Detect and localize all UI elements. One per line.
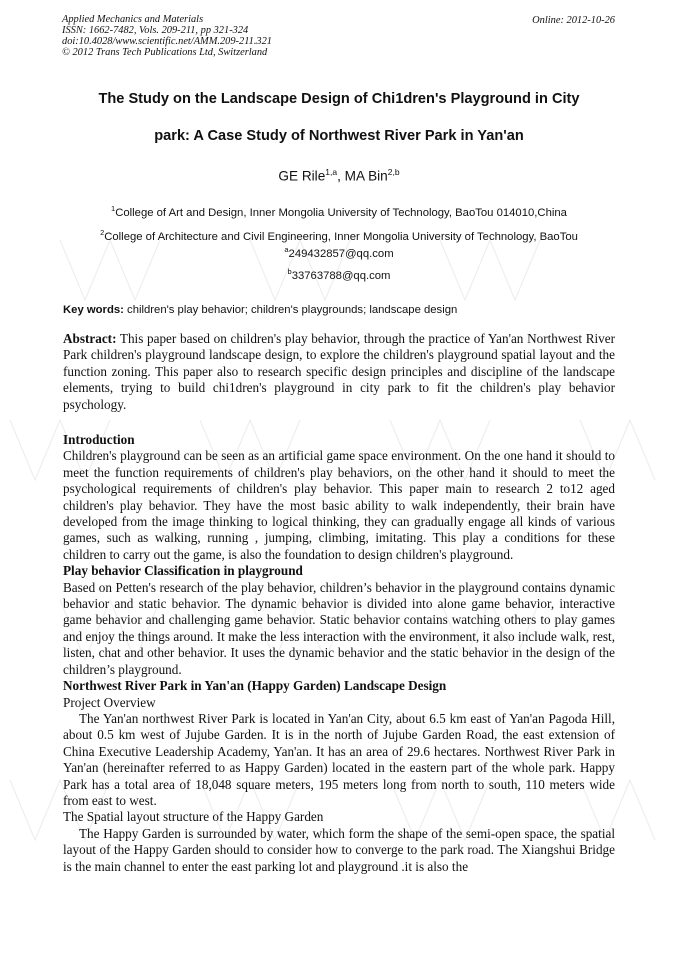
project-overview-paragraph: The Yan'an northwest River Park is located in Yan'an City, about 6.5 km east of Yan'an Pagoda Hill, about 0.5 km west of Jujube Garden. It is in the north of Jujube Garden Road, the east extension of China Executive Leadership Academy, Yan'an. It has an area of 29.6 hectares. Northwest River Park in Yan'an (hereinafter referred to as Happy Garden) located in the eastern part of the whole park. Happy Park has a total area of 18,048 square meters, 195 meters long from north to south, 110 meters wide from east to west. (63, 710, 615, 808)
paper-title-line-2: park: A Case Study of Northwest River Park in Yan'an (154, 128, 524, 144)
author-1-affiliation-mark: 1,a (325, 167, 338, 177)
project-overview-heading: Project Overview (63, 694, 156, 710)
abstract-paragraph (63, 331, 615, 413)
doi-line: doi:10.4028/www.scientific.net/AMM.209-211.321 (62, 35, 272, 47)
introduction-heading: Introduction (63, 432, 135, 447)
email-2 (0, 267, 678, 282)
northwest-park-heading: Northwest River Park in Yan'an (Happy Garden) Landscape Design (63, 678, 447, 694)
spatial-layout-paragraph: The Happy Garden is surrounded by water, which form the shape of the semi-open space, the spatial layout of the Happy Garden should to consider how to converge to the park road. The Xiangshui Bridge is the main channel to enter the east parking lot and playground .it is also the (63, 825, 615, 874)
email-1 (0, 245, 678, 260)
paper-title-line-1: The Study on the Landscape Design of Chi1dren's Playground in City (98, 91, 580, 107)
keywords-text: children's play behavior; children's playgrounds; landscape design (123, 304, 458, 316)
affiliation-1-text: College of Art and Design, Inner Mongolia University of Technology, BaoTou 014010,China (115, 206, 567, 219)
issn-line: ISSN: 1662-7482, Vols. 209-211, pp 321-324 (62, 24, 249, 36)
online-date: Online: 2012-10-26 (532, 15, 615, 26)
spatial-layout-heading: The Spatial layout structure of the Happy Garden (63, 809, 324, 825)
email-1-mark: a (284, 245, 289, 254)
play-behavior-paragraph: Based on Petten's research of the play behavior, children’s behavior in the playground contains dynamic behavior and static behavior. The dynamic behavior is divided into alone game behavior, interactive game behavior and challenging game behavior. Static behavior contains watching others to play games and enjoy the things around. It make the less interaction with the environment, it also include walk, rest, listen, chat and other behavior. It uses the dynamic behavior and the static behavior in the design of the children’s playground. (63, 579, 615, 677)
journal-name: Applied Mechanics and Materials (62, 14, 204, 25)
author-separator: , (337, 168, 345, 184)
author-2-name: MA Bin (344, 168, 388, 184)
affiliation-1-mark: 1 (111, 204, 116, 213)
keywords-label: Key words: (63, 304, 124, 316)
affiliation-2-mark: 2 (100, 228, 105, 237)
abstract-label: Abstract: (63, 331, 117, 346)
affiliation-2 (0, 228, 678, 243)
email-2-mark: b (287, 267, 292, 276)
email-1-text: 249432857@qq.com (288, 247, 394, 260)
email-2-text: 33763788@qq.com (291, 269, 391, 282)
author-list (0, 167, 678, 184)
copyright-line: © 2012 Trans Tech Publications Ltd, Switzerland (62, 46, 268, 58)
abstract-block (63, 331, 615, 413)
keywords-line (63, 304, 615, 316)
author-1-name: GE Rile (278, 168, 326, 184)
introduction-paragraph: Children's playground can be seen as an artificial game space environment. On the one hand it should to meet the function requirements of children's play behaviors, on the other hand it should to meet the psychological requirements of children's play behavior. This paper main to research 2 to12 aged children's play behavior. They have the most basic ability to walk independently, their brain have developed from the image thinking to logical thinking, they can gradually engage all kinds of various games, such as walking, running , jumping, climbing, imitating. This play a conditions for these children to carry out the game, is also the foundation to design children's playground. (63, 448, 615, 562)
journal-header (62, 15, 272, 59)
affiliation-1 (0, 204, 678, 219)
affiliation-2-text: College of Architecture and Civil Engineering, Inner Mongolia University of Technology, BaoTou (104, 230, 578, 243)
abstract-text: This paper based on children's play behavior, through the practice of Yan'an Northwest River Park children's playground landscape design, to explore the children's playground spatial layout and the function zoning. This paper also to research specific design principles and discipline of the landscape elements, trying to build chi1dren's playground in city park to fit the children's play behavior psychology. (63, 331, 615, 412)
author-2-affiliation-mark: 2,b (387, 167, 400, 177)
main-body (63, 432, 615, 875)
play-behavior-heading: Play behavior Classification in playground (63, 563, 303, 579)
